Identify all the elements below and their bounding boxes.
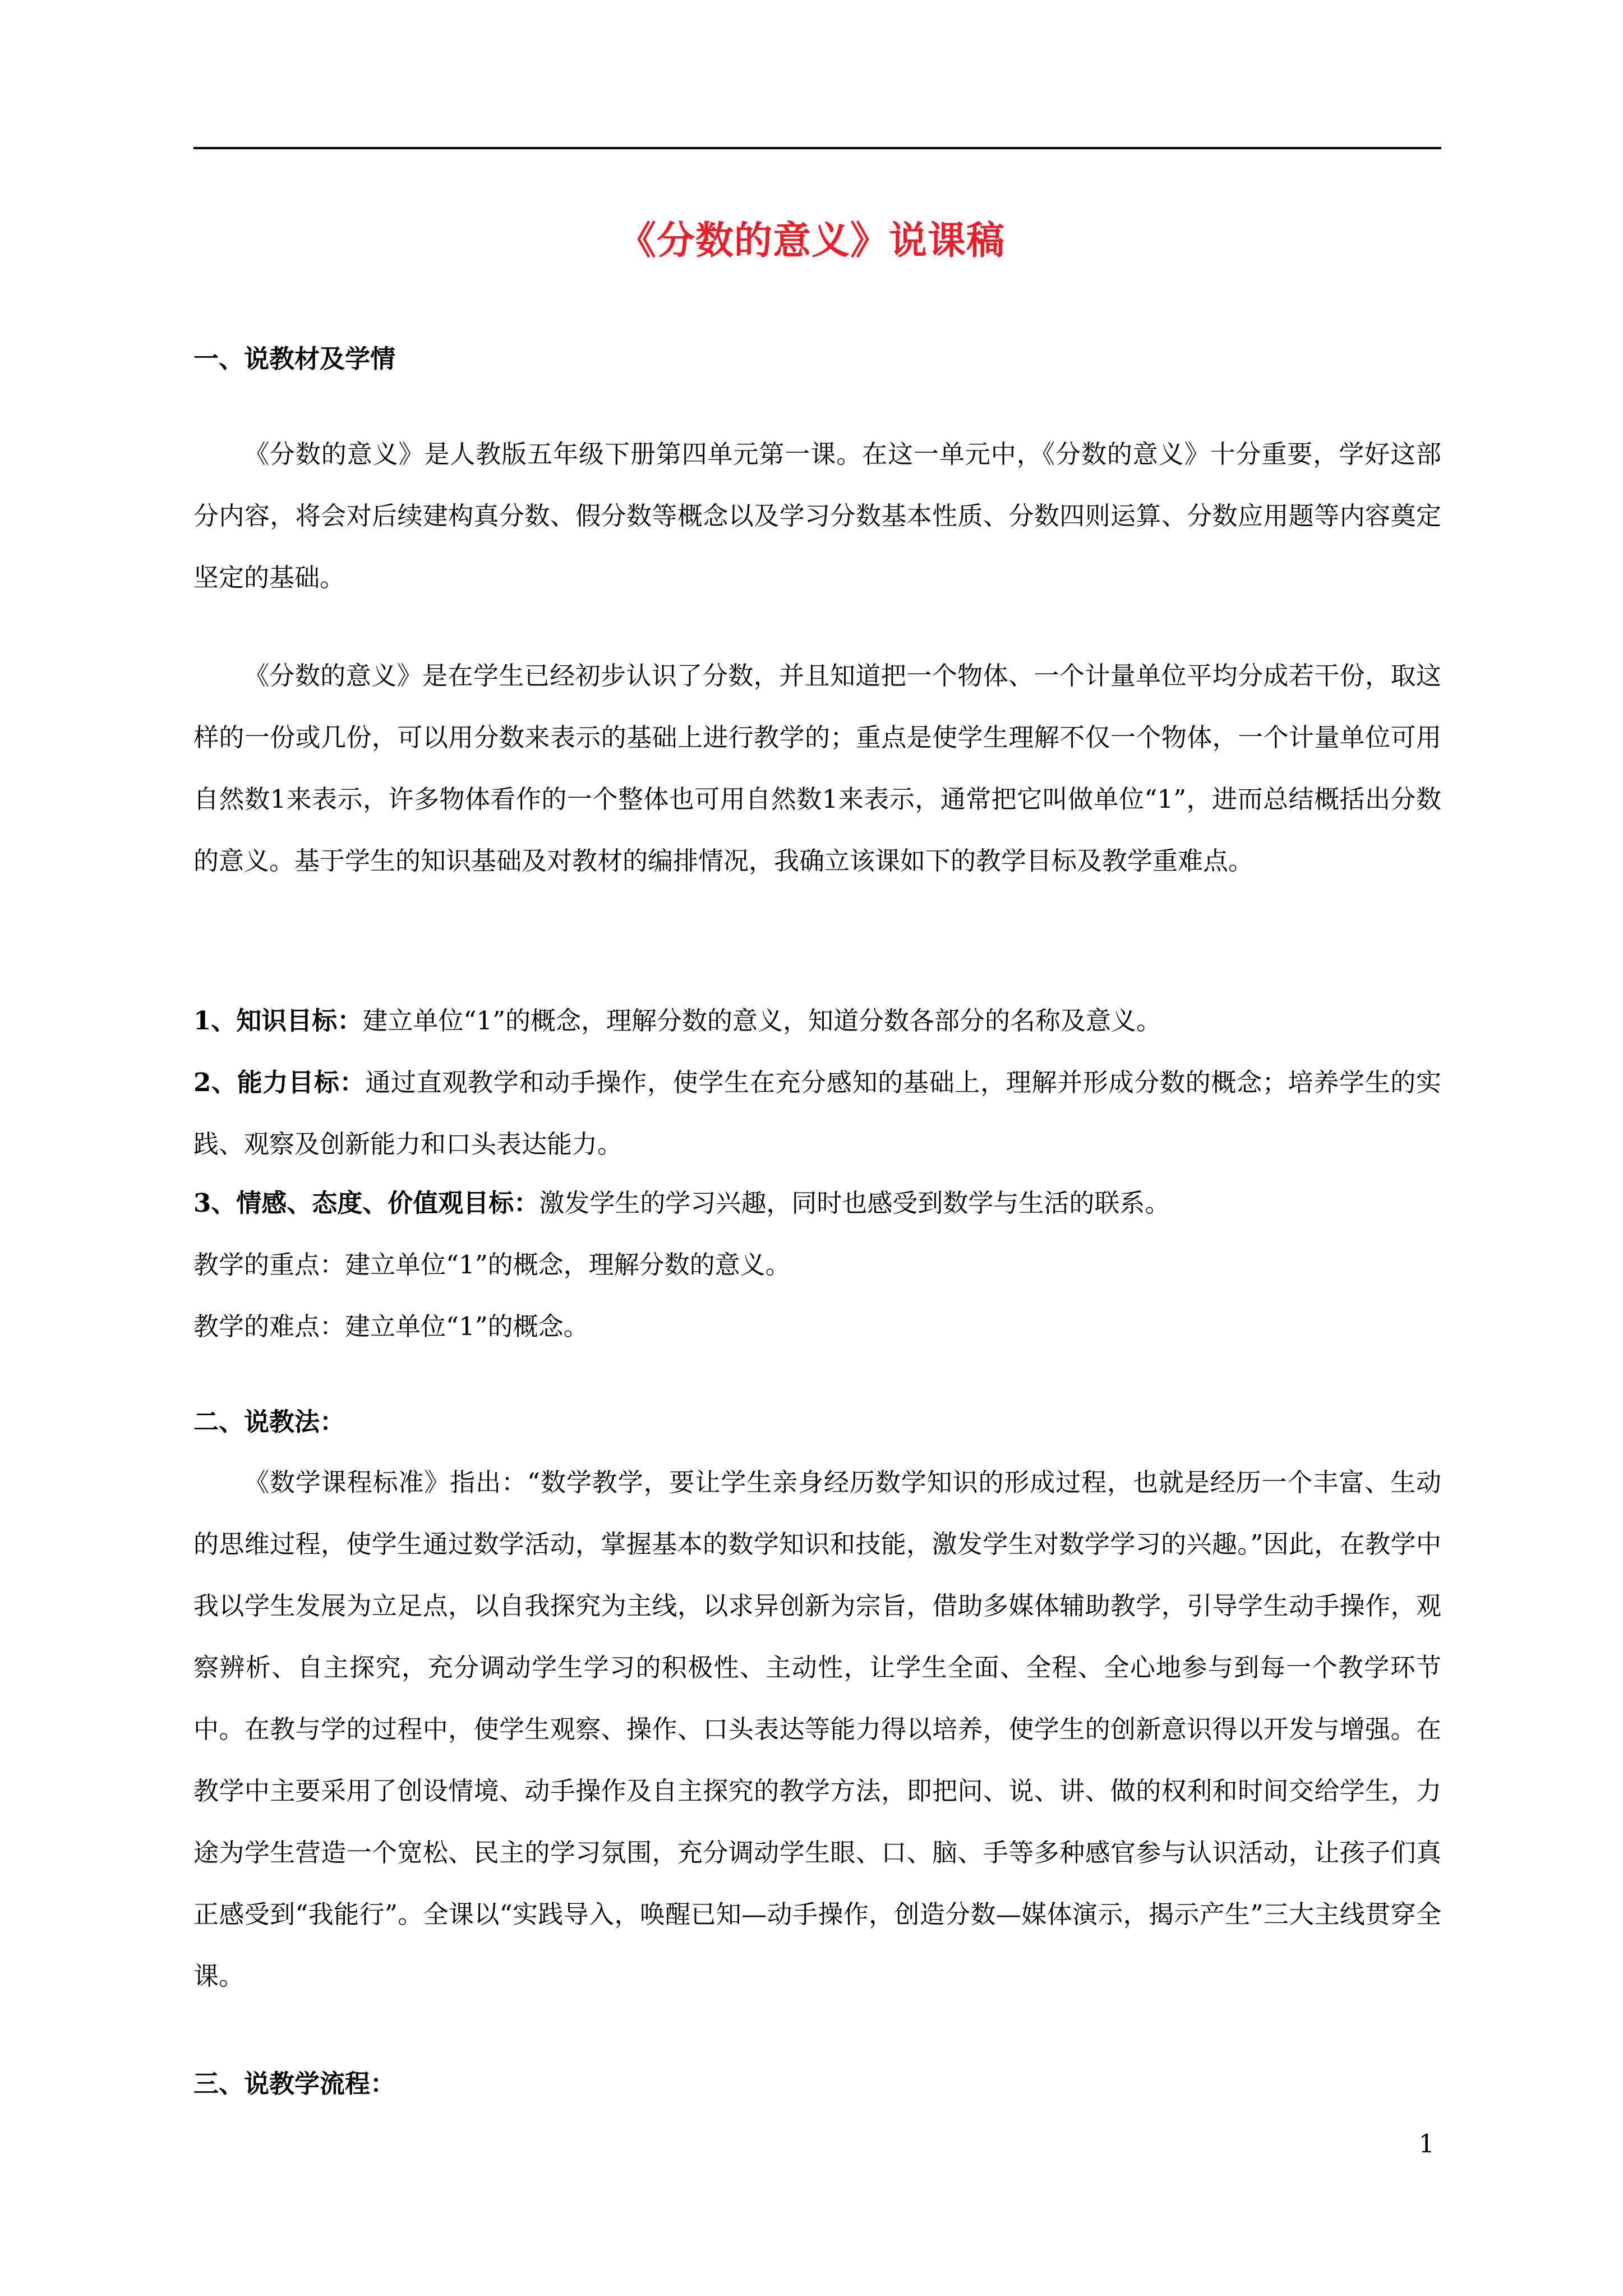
page-number: 1 — [1418, 2129, 1435, 2159]
section1-heading: 一、说教材及学情 — [193, 344, 396, 374]
goal-ability — [193, 1052, 1441, 1175]
goal-ability-label: 2、能力目标： — [193, 1068, 366, 1097]
goal-knowledge — [193, 990, 1441, 1052]
section3-heading: 三、说教学流程： — [193, 2069, 396, 2099]
goal-emotion-text: 激发学生的学习兴趣，同时也感受到数学与生活的联系。 — [539, 1188, 1170, 1218]
header-rule — [193, 147, 1441, 149]
teaching-key-point: 教学的重点：建立单位“1”的概念，理解分数的意义。 — [193, 1250, 791, 1280]
section2-heading: 二、说教法： — [193, 1407, 345, 1437]
goal-emotion-label: 3、情感、态度、价值观目标： — [193, 1188, 540, 1218]
document-title: 《分数的意义》说课稿 — [617, 218, 1005, 263]
goal-knowledge-label: 1、知识目标： — [193, 1006, 363, 1036]
section1-para1: 《分数的意义》是人教版五年级下册第四单元第一课。在这一单元中，《分数的意义》十分重要，学好这部分内容，将会对后续建构真分数、假分数等概念以及学习分数基本性质、分数四则运算、分数应用题等内容奠定坚定的基础。 — [193, 439, 1441, 592]
goal-knowledge-text: 建立单位“1”的概念，理解分数的意义，知道分数各部分的名称及意义。 — [362, 1006, 1161, 1036]
section1-para2: 《分数的意义》是在学生已经初步认识了分数，并且知道把一个物体、一个计量单位平均分成若干份，取这样的一份或几份，可以用分数来表示的基础上进行教学的；重点是使学生理解不仅一个物体，一个计量单位可用自然数1来表示，许多物体看作的一个整体也可用自然数1来表示，通常把它叫做单位“1”，进而总结概括出分数的意义。基于学生的知识基础及对教材的编排情况，我确立该课如下的教学目标及教学重难点。 — [193, 661, 1441, 876]
section2-para: 《数学课程标准》指出：“数学教学，要让学生亲身经历数学知识的形成过程，也就是经历一个丰富、生动的思维过程，使学生通过数学活动，掌握基本的数学知识和技能，激发学生对数学学习的兴趣。”因此，在教学中我以学生发展为立足点，以自我探究为主线，以求异创新为宗旨，借助多媒体辅助教学，引导学生动手操作，观察辨析、自主探究，充分调动学生学习的积极性、主动性，让学生全面、全程、全心地参与到每一个教学环节中。在教与学的过程中，使学生观察、操作、口头表达等能力得以培养，使学生的创新意识得以开发与增强。在教学中主要采用了创设情境、动手操作及自主探究的教学方法，即把问、说、讲、做的权利和时间交给学生，力途为学生营造一个宽松、民主的学习氛围，充分调动学生眼、口、脑、手等多种感官参与认识活动，让孩子们真正感受到“我能行”。全课以“实践导入，唤醒已知—动手操作，创造分数—媒体演示，揭示产生”三大主线贯穿全课。 — [193, 1467, 1441, 1991]
teaching-difficult-point: 教学的难点：建立单位“1”的概念。 — [193, 1312, 589, 1341]
goal-emotion — [193, 1172, 1441, 1234]
goal-ability-text: 通过直观教学和动手操作，使学生在充分感知的基础上，理解并形成分数的概念；培养学生的实践、观察及创新能力和口头表达能力。 — [193, 1068, 1441, 1159]
